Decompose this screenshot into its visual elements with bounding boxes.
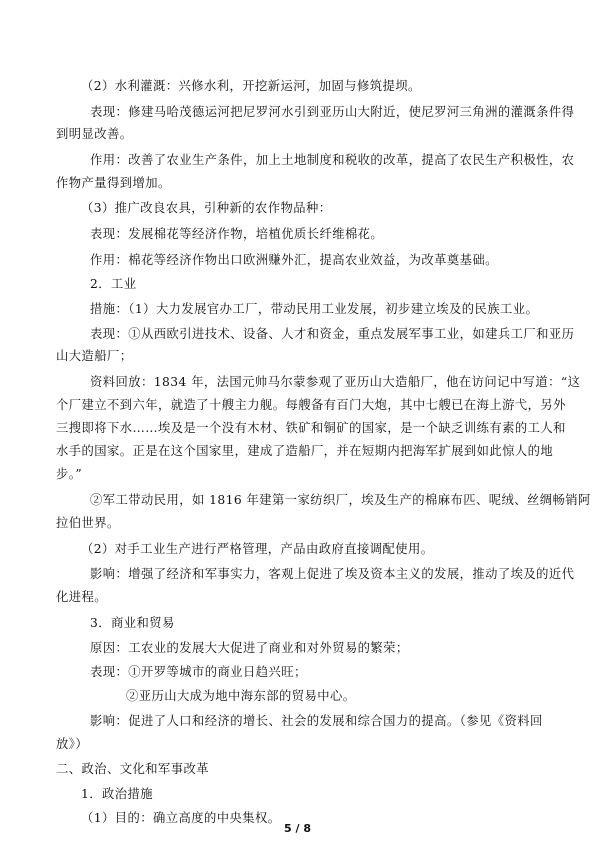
text-line: 原因：工农业的发展大大促进了商业和对外贸易的繁荣；: [90, 641, 409, 655]
text-line: 拉伯世界。: [56, 516, 120, 530]
text-line: 水手的国家。正是在这个国家里，建成了造船厂，并在短期内把海军扩展到如此惊人的地: [56, 444, 554, 458]
text-line: 作用：改善了农业生产条件，加上土地制度和税收的改革，提高了农民生产积极性，农: [90, 153, 575, 167]
text-line: 作用：棉花等经济作物出口欧洲赚外汇，提高农业效益，为改革奠基础。: [90, 253, 498, 267]
text-line: ②亚历山大成为地中海东部的贸易中心。: [126, 689, 356, 703]
text-line: 资料回放：1834 年，法国元帅马尔蒙参观了亚历山大造船厂，他在访问记中写道：“这: [90, 375, 581, 389]
text-line: （2）对手工业生产进行严格管理，产品由政府直接调配使用。: [81, 542, 434, 556]
text-line: 山大造船厂；: [56, 349, 133, 363]
text-line: 三搜即将下水……埃及是一个没有木材、铁矿和铜矿的国家，是一个缺乏训练有素的工人和: [56, 421, 566, 435]
text-line: 个厂建立不到六年，就造了十艘主力舰。每艘备有百门大炮，其中七艘已在海上游弋，另外: [56, 398, 566, 412]
text-line: 步。”: [56, 467, 83, 481]
text-line: 措施：（1）大力发展官办工厂，带动民用工业发展，初步建立埃及的民族工业。: [90, 302, 539, 316]
section-heading: 2．工业: [90, 277, 137, 291]
text-line: 作物产量得到增加。: [56, 176, 171, 190]
text-line: （2）水利灌溉：兴修水利，开挖新运河，加固与修筑提坝。: [81, 79, 421, 93]
text-line: 影响：增强了经济和军事实力，客观上促进了埃及资本主义的发展，推动了埃及的近代: [90, 567, 575, 581]
text-line: 表现：①从西欧引进技术、设备、人才和资金，重点发展军事工业，如建兵工厂和亚历: [90, 327, 575, 341]
text-line: 化进程。: [56, 590, 107, 604]
section-heading: 二、政治、文化和军事改革: [56, 762, 209, 776]
text-line: （3）推广改良农具，引种新的农作物品种：: [81, 201, 332, 215]
text-line: 表现：①开罗等城市的商业日趋兴旺；: [90, 665, 307, 679]
section-heading: 1．政治措施: [81, 787, 154, 801]
text-line: ②军工带动民用，如 1816 年建第一家纺织厂，埃及生产的棉麻布匹、呢绒、丝绸畅销阿: [90, 493, 591, 507]
text-line: 表现：发展棉花等经济作物，培植优质长纤维棉花。: [90, 227, 384, 241]
text-line: 到明显改善。: [56, 127, 133, 141]
page-number: 5 / 8: [284, 822, 311, 835]
text-line: （1）目的：确立高度的中央集权。: [81, 811, 281, 825]
section-heading: 3．商业和贸易: [90, 616, 175, 630]
text-line: 影响：促进了人口和经济的增长、社会的发展和综合国力的提高。（参见《资料回: [90, 714, 543, 728]
text-line: 放》）: [56, 737, 89, 751]
text-line: 表现：修建马哈茂德运河把尼罗河水引到亚历山大附近，使尼罗河三角洲的灌溉条件得: [90, 105, 575, 119]
